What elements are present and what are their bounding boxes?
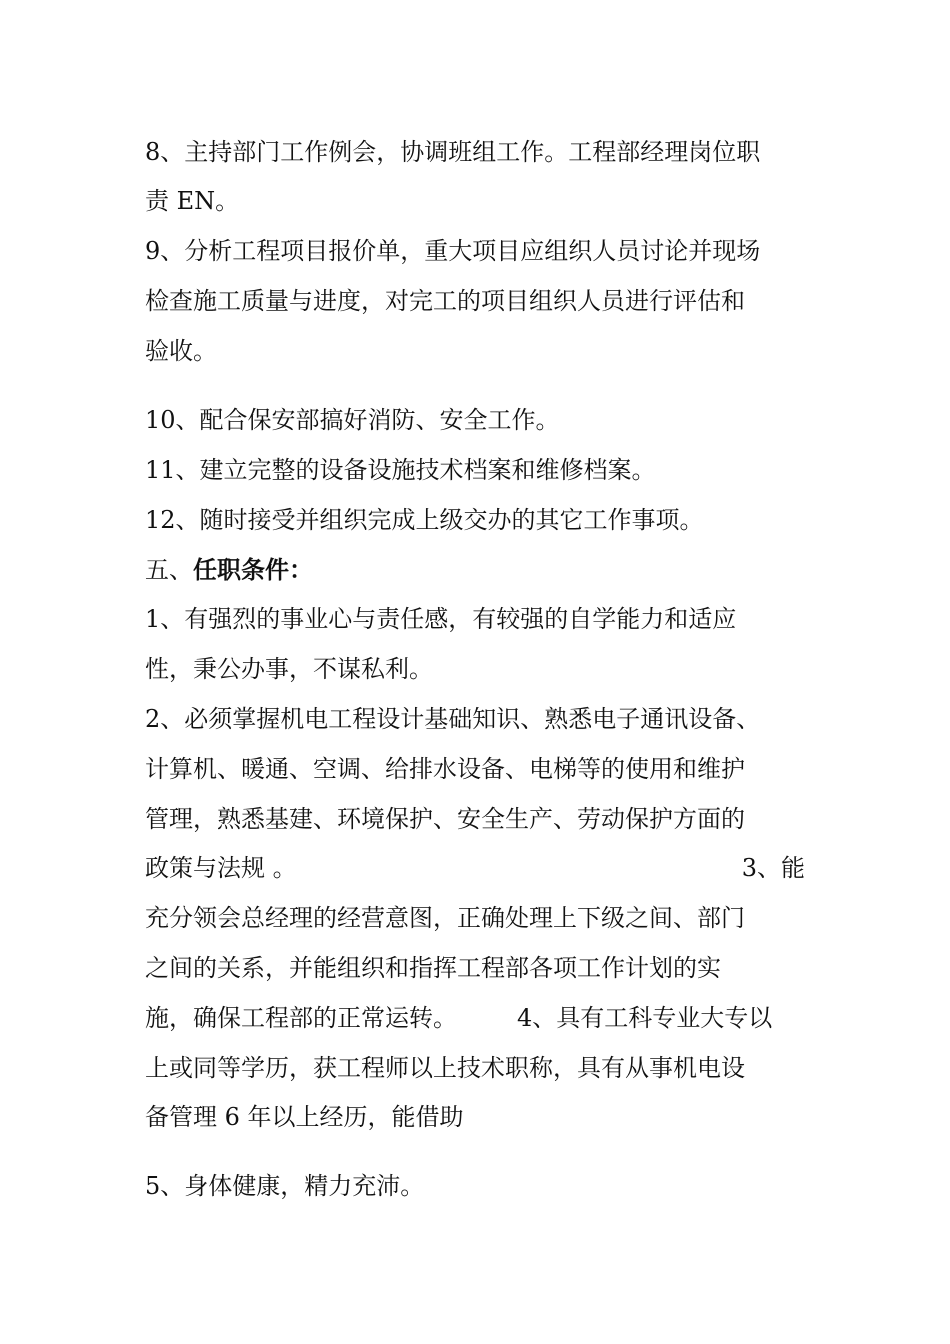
req-line-3-cont-2: 之间的关系，并能组织和指挥工程部各项工作计划的实 xyxy=(145,954,721,982)
text-line-8: 8、主持部门工作例会，协调班组工作。工程部经理岗位职 xyxy=(145,138,761,166)
text-line-12: 12、随时接受并组织完成上级交办的其它工作事项。 xyxy=(145,506,704,534)
text-line-9-cont-1: 检查施工质量与进度，对完工的项目组织人员进行评估和 xyxy=(145,287,745,315)
req-line-3-cont-1: 充分领会总经理的经营意图，正确处理上下级之间、部门 xyxy=(145,904,745,932)
text-line-10: 10、配合保安部搞好消防、安全工作。 xyxy=(145,406,560,434)
req-line-1: 1、有强烈的事业心与责任感，有较强的自学能力和适应 xyxy=(145,605,737,633)
req-line-4-cont-2: 备管理 6 年以上经历，能借助 xyxy=(145,1103,464,1131)
req-line-5: 5、身体健康，精力充沛。 xyxy=(145,1172,425,1200)
text-line-9-cont-2: 验收。 xyxy=(145,337,217,365)
req-line-4-start: 4、具有工科专业大专以 xyxy=(517,1004,773,1032)
req-line-1-cont: 性，秉公办事，不谋私利。 xyxy=(145,655,433,683)
req-line-3-end: 施，确保工程部的正常运转。 xyxy=(145,1004,457,1032)
text-line-8-cont: 责 EN。 xyxy=(145,187,240,215)
section-heading-title: 任职条件： xyxy=(193,555,313,584)
text-line-9: 9、分析工程项目报价单，重大项目应组织人员讨论并现场 xyxy=(145,237,761,265)
section-heading xyxy=(145,555,805,585)
req-line-2-cont-2: 管理，熟悉基建、环境保护、安全生产、劳动保护方面的 xyxy=(145,805,745,833)
req-line-3-cont-3 xyxy=(145,1003,805,1033)
req-line-4-cont-1: 上或同等学历，获工程师以上技术职称，具有从事机电设 xyxy=(145,1054,745,1082)
req-line-2: 2、必须掌握机电工程设计基础知识、熟悉电子通讯设备、 xyxy=(145,705,761,733)
section-heading-prefix: 五、 xyxy=(145,556,193,584)
text-line-11: 11、建立完整的设备设施技术档案和维修档案。 xyxy=(145,456,656,484)
req-line-3-start: 3、能 xyxy=(741,854,805,882)
req-line-2-cont-1: 计算机、暖通、空调、给排水设备、电梯等的使用和维护 xyxy=(145,755,745,783)
req-line-2-cont-3: 政策与法规 。 xyxy=(145,854,297,882)
